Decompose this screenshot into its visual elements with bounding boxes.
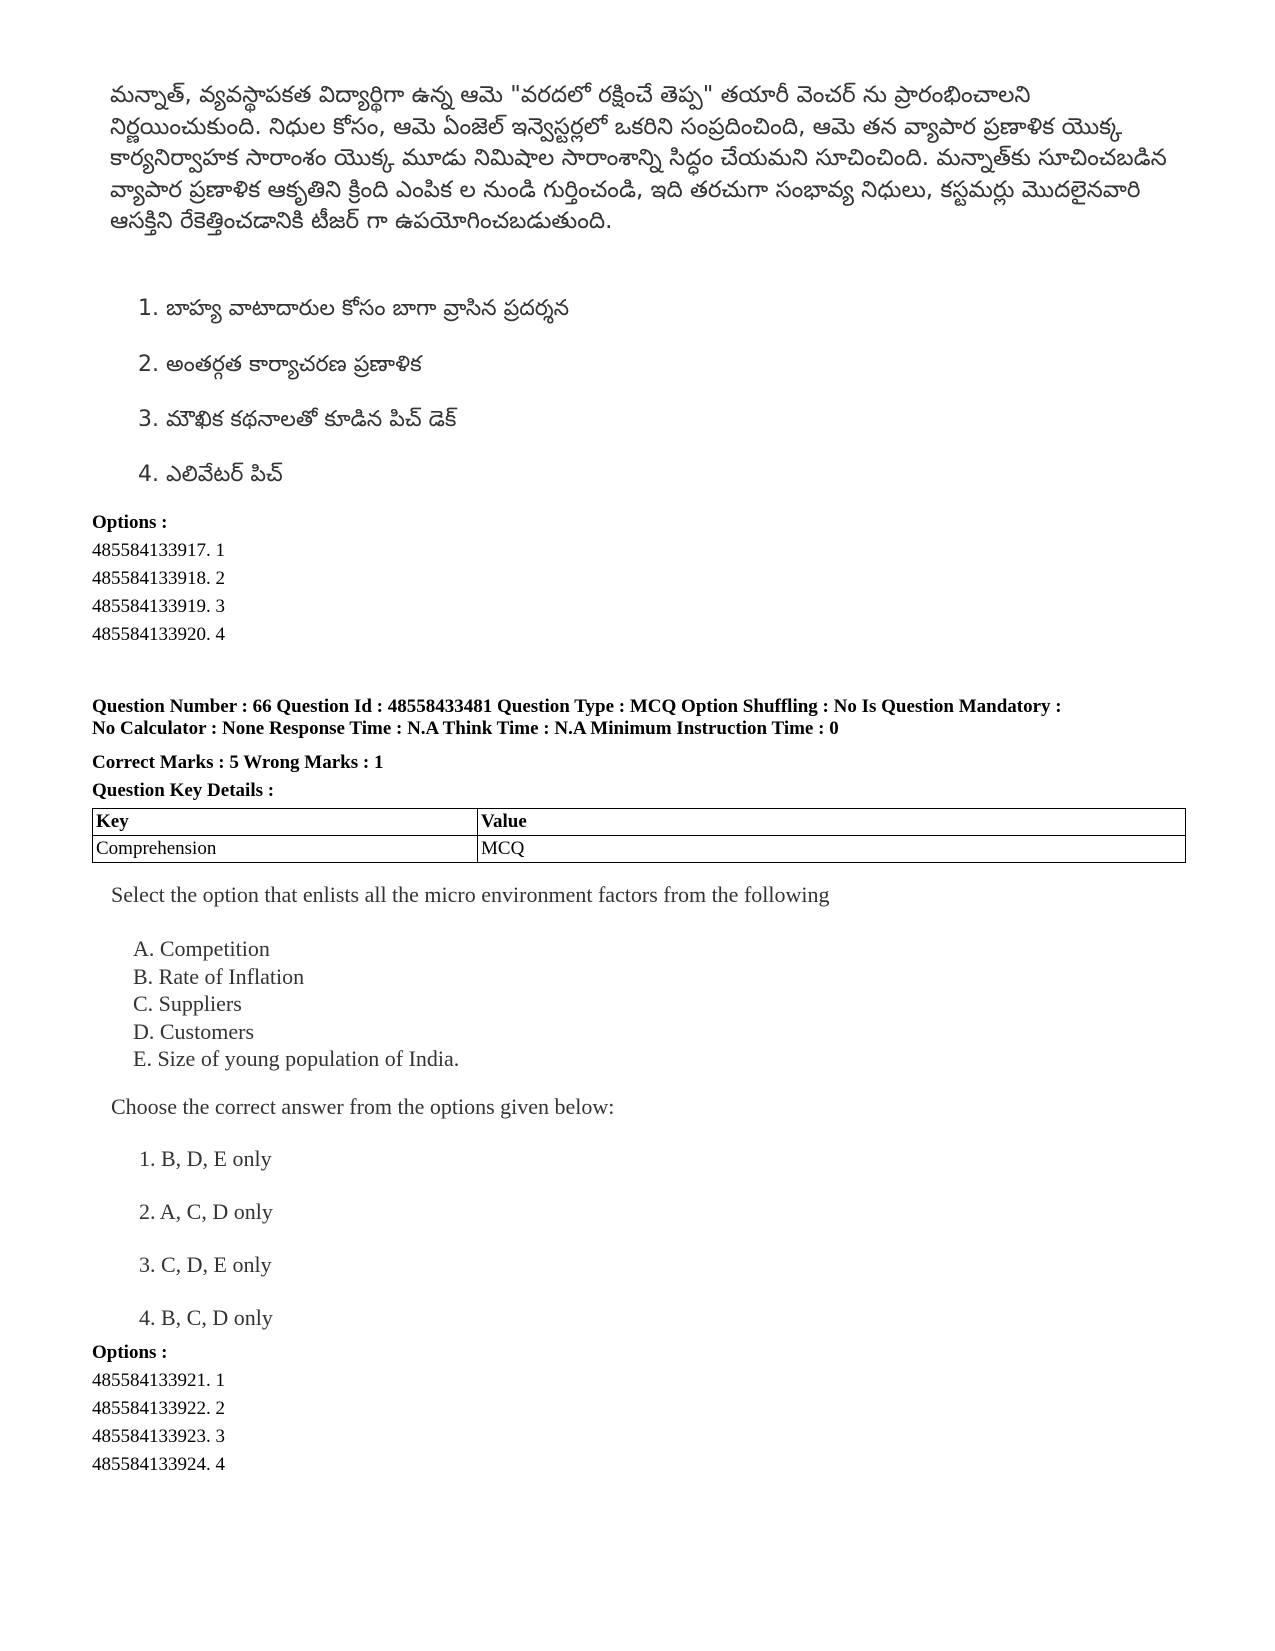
statement-list xyxy=(133,935,459,1073)
answer-choice-1: 1. B, D, E only xyxy=(139,1146,272,1171)
option-id: 485584133918. 2 xyxy=(92,568,225,589)
table-row xyxy=(93,836,1186,863)
key-details-label: Question Key Details : xyxy=(92,780,275,801)
option-id: 485584133923. 3 xyxy=(92,1426,225,1447)
option-id: 485584133920. 4 xyxy=(92,624,225,645)
statement: E. Size of young population of India. xyxy=(133,1046,460,1071)
options-label: Options : xyxy=(92,512,168,533)
option-id: 485584133919. 3 xyxy=(92,596,225,617)
choice-4: 4. ఎలివేటర్ పిచ్ xyxy=(138,462,283,487)
statement: B. Rate of Inflation xyxy=(133,963,305,989)
cell-value: MCQ xyxy=(478,836,1186,863)
question-65-text: మన్నాత్, వ్యవస్థాపకత విద్యార్థిగా ఉన్న ఆమె "వరదలో రక్షించే తెప్ప" తయారీ వెంచర్ ను ప్రారంభించాలని నిర్ణయించుకుంది. నిధుల కోసం, ఆమె ఏంజెల్ ఇన్వెస్టర్లలో ఒకరిని సంప్రదించింది, ఆమె తన వ్యాపార ప్రణాళిక యొక్క కార్యనిర్వాహక సారాంశం యొక్క మూడు నిమిషాల సారాంశాన్ని సిద్ధం చేయమని సూచించింది. మన్నాత్‌కు సూచించబడిన వ్యాపార ప్రణాళిక ఆకృతిని క్రింది ఎంపిక ల నుండి గుర్తించండి, ఇది తరచుగా సంభావ్య నిధులు, కస్టమర్లు మొదలైనవారి ఆసక్తిని రేకెత్తించడానికి టీజర్ గా ఉపయోగించబడుతుంది. xyxy=(110,82,1167,234)
meta-line-1: Question Number : 66 Question Id : 48558433481 Question Type : MCQ Option Shuffling : No Is Question Mandatory : xyxy=(92,696,1062,717)
question-66-meta xyxy=(92,696,1192,740)
answer-choice-2: 2. A, C, D only xyxy=(139,1199,273,1224)
question-66-text: Select the option that enlists all the micro environment factors from the following xyxy=(111,882,830,907)
option-id: 485584133921. 1 xyxy=(92,1370,225,1391)
choice-1: 1. బాహ్య వాటాదారుల కోసం బాగా వ్రాసిన ప్రదర్శన xyxy=(138,296,570,321)
option-id: 485584133924. 4 xyxy=(92,1454,225,1475)
key-details-table xyxy=(92,808,1186,863)
choice-3: 3. మౌఖిక కథనాలతో కూడిన పిచ్ డెక్ xyxy=(138,407,457,432)
answer-choice-4: 4. B, C, D only xyxy=(139,1305,273,1330)
marks-line: Correct Marks : 5 Wrong Marks : 1 xyxy=(92,752,384,773)
answer-choice-3: 3. C, D, E only xyxy=(139,1252,272,1277)
statement: D. Customers xyxy=(133,1018,254,1044)
choice-2: 2. అంతర్గత కార్యాచరణ ప్రణాళిక xyxy=(138,352,422,377)
option-id: 485584133917. 1 xyxy=(92,540,225,561)
meta-line-2: No Calculator : None Response Time : N.A Think Time : N.A Minimum Instruction Time : 0 xyxy=(92,718,839,739)
header-key: Key xyxy=(93,809,478,836)
options-label: Options : xyxy=(92,1342,168,1363)
table-header-row xyxy=(93,809,1186,836)
statement: A. Competition xyxy=(133,936,270,961)
cell-key: Comprehension xyxy=(93,836,478,863)
option-id: 485584133922. 2 xyxy=(92,1398,225,1419)
statement: C. Suppliers xyxy=(133,991,242,1016)
choose-prompt: Choose the correct answer from the options given below: xyxy=(111,1094,615,1119)
header-value: Value xyxy=(478,809,1186,836)
